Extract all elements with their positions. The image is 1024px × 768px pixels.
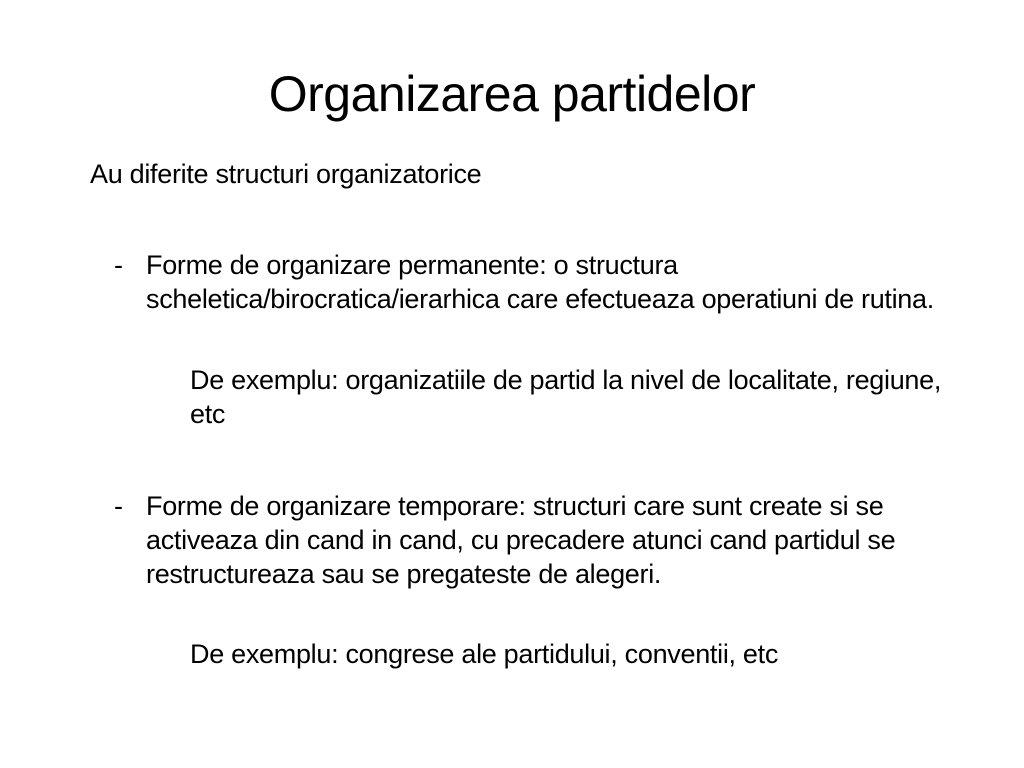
bullet-dash: - xyxy=(114,491,123,521)
bullet-item-temporary xyxy=(114,489,966,591)
bullet-text: Forme de organizare permanente: o structura scheletica/birocratica/ierarhica care efectueaza operatiuni de rutina. xyxy=(146,250,934,314)
intro-text: Au diferite structuri organizatorice xyxy=(90,159,482,189)
example-text-permanent: De exemplu: organizatiile de partid la nivel de localitate, regiune, etc xyxy=(190,365,942,429)
example-text-temporary: De exemplu: congrese ale partidului, conventii, etc xyxy=(190,639,779,669)
bullet-item-permanent xyxy=(114,248,966,316)
slide-title: Organizarea partidelor xyxy=(268,66,756,122)
bullet-dash: - xyxy=(114,250,123,280)
bullet-text: Forme de organizare temporare: structuri care sunt create si se activeaza din cand in cand, cu precadere atunci cand partidul se restructureaza sau se pregateste de alegeri. xyxy=(146,491,896,589)
